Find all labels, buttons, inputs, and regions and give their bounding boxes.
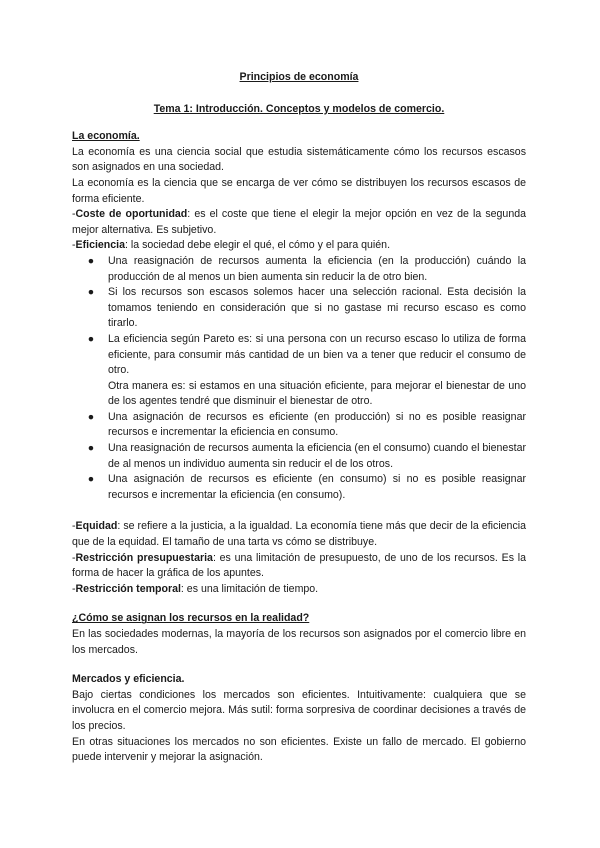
list-item: ● Una asignación de recursos es eficiente (en consumo) si no es posible reasignar recursos e incrementar la eficiencia (en consumo). [87, 473, 526, 501]
list-item: ● Una reasignación de recursos aumenta la eficiencia (en el consumo) cuando el bienestar de al menos un individuo aumenta sin reducir el de los otros. [87, 442, 526, 470]
bullet-icon: ● [87, 332, 95, 345]
term: Eficiencia [75, 239, 125, 252]
term: Restricción presupuestaria [75, 551, 213, 564]
bullet-icon: ● [87, 410, 95, 423]
definition-text: : es una limitación de tiempo. [180, 582, 319, 595]
list-item: ● Si los recursos son escasos solemos hacer una selección racional. Esta decisión la tomamos teniendo en consideración que si no gastase mi recurso escaso es como tirarlo. [87, 286, 526, 330]
definition-text: : es el coste que tiene el elegir la mejor opción en vez de la segunda mejor alternativa. Es subjetivo. [72, 208, 526, 236]
bullet-list [72, 254, 526, 504]
list-item: ● Una reasignación de recursos aumenta la eficiencia (en la producción) cuándo la producción de al menos un bien aumenta sin reducir la de otro bien. [87, 254, 526, 283]
list-item: ● La eficiencia según Pareto es: si una persona con un recurso escaso lo utiliza de forma eficiente, para consumir más cantidad de un bien va a tener que reducir el consumo de otro. Otra manera es: si estamos en una situación eficiente, para mejorar el bienestar de uno de los agentes tendré que disminuir el bienestar de otro. [87, 332, 526, 408]
paragraph: En las sociedades modernas, la mayoría de los recursos son asignados por el comercio libre en los mercados. [72, 628, 526, 656]
definition-eficiencia: -Eficiencia: la sociedad debe elegir el qué, el cómo y el para quién. [72, 239, 391, 252]
paragraph: La economía es la ciencia que se encarga de ver cómo se distribuyen los recursos escasos de forma eficiente. [72, 176, 526, 205]
definition-coste-oportunidad: -Coste de oportunidad: es el coste que tiene el elegir la mejor opción en vez de la segunda mejor alternativa. Es subjetivo. [72, 208, 526, 236]
pareto-extra: Otra manera es: si estamos en una situación eficiente, para mejorar el bienestar de uno de los agentes tendré que disminuir el bienestar de otro. [108, 379, 526, 408]
document-page [72, 70, 526, 766]
definition-restriccion-presupuestaria: -Restricción presupuestaria: es una limitación de presupuesto, de uno de los recursos. Es la forma de hacer la gráfica de los apuntes. [72, 551, 526, 580]
definition-equidad: -Equidad: se refiere a la justicia, a la igualdad. La economía tiene más que decir de la eficiencia que de la equidad. El tamaño de una tarta vs cómo se distribuye. [72, 520, 526, 549]
bullet-icon: ● [87, 473, 95, 486]
section-heading-mercados: Mercados y eficiencia. [72, 673, 185, 686]
term: Equidad [75, 520, 118, 533]
term: Restricción temporal [75, 582, 181, 595]
definition-text: : es una limitación de presupuesto, de uno de los recursos. Es la forma de hacer la gráfica de los apuntes. [72, 551, 526, 580]
list-item: ● Una asignación de recursos es eficiente (en producción) si no es posible reasignar recursos e incrementar la eficiencia en consumo. [87, 410, 526, 439]
section-heading-asignacion: ¿Cómo se asignan los recursos en la realidad? [72, 612, 310, 625]
term: Coste de oportunidad [75, 208, 188, 221]
paragraph: En otras situaciones los mercados no son eficientes. Existe un fallo de mercado. El gobierno puede intervenir y mejorar la asignación. [72, 735, 526, 764]
definition-text: : la sociedad debe elegir el qué, el cómo y el para quién. [125, 239, 391, 252]
paragraph: La economía es una ciencia social que estudia sistemáticamente cómo los recursos escasos son asignados en una sociedad. [72, 145, 526, 174]
bullet-icon: ● [87, 286, 95, 299]
definition-text: : se refiere a la justicia, a la igualdad. La economía tiene más que decir de la eficiencia que de la equidad. El tamaño de una tarta vs cómo se distribuye. [72, 520, 526, 549]
bullet-icon: ● [87, 254, 95, 267]
bullet-icon: ● [87, 442, 95, 455]
document-title: Principios de economía [239, 71, 359, 83]
section-heading-economia: La economía. [72, 130, 140, 143]
paragraph: Bajo ciertas condiciones los mercados son eficientes. Intuitivamente: cualquiera que se involucra en el comercio mejora. Más sutil: forma sorpresiva de coordinar decisiones a través de los precios. [72, 688, 526, 732]
document-subtitle: Tema 1: Introducción. Conceptos y modelos de comercio. [153, 102, 445, 115]
definition-restriccion-temporal: -Restricción temporal: es una limitación de tiempo. [72, 582, 319, 595]
